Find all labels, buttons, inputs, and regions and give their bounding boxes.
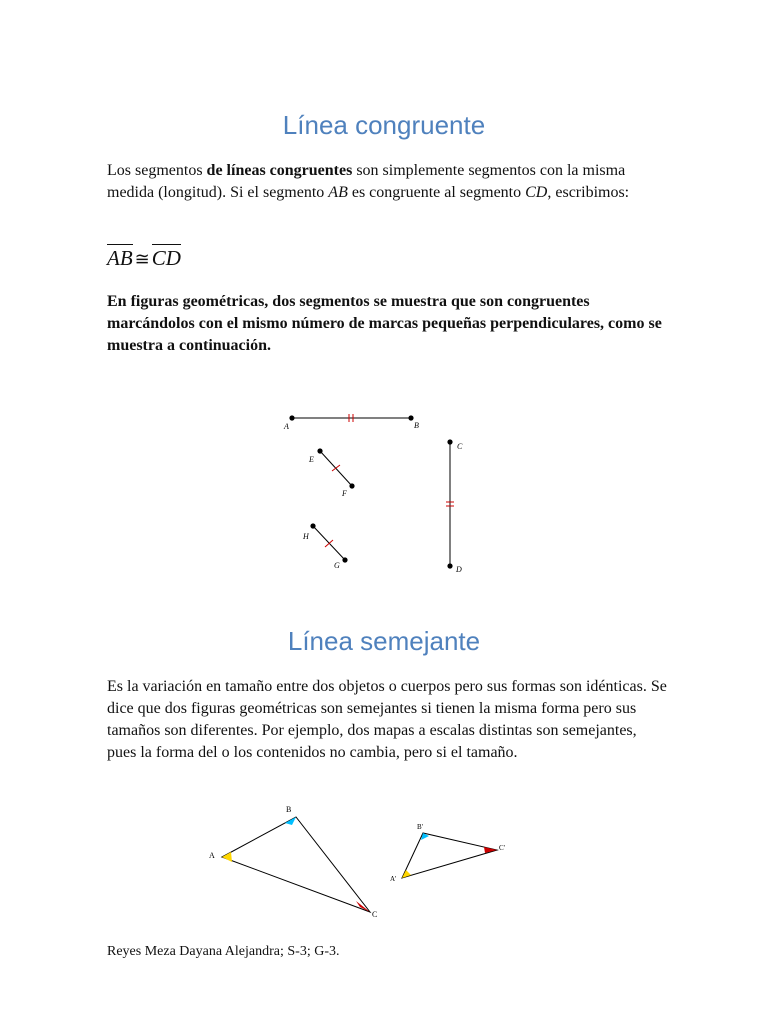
- point-b: [408, 415, 413, 420]
- angle-b-marker: [285, 817, 296, 825]
- point-c: [447, 439, 452, 444]
- label-f: F: [342, 489, 347, 498]
- congruence-formula: [107, 244, 181, 274]
- author-signature: Reyes Meza Dayana Alejandra; S-3; G-3.: [107, 944, 340, 959]
- formula-right-segment: CD: [151, 246, 181, 270]
- segment-cd-label: CD: [525, 184, 548, 201]
- label-e: E: [309, 455, 314, 464]
- point-e: [317, 448, 322, 453]
- paragraph-tick-marks: En figuras geométricas, dos segmentos se muestra que son congruentes marcándolos con el mismo número de marcas pequeñas perpendiculares, como se muestra a continuación.: [107, 293, 662, 354]
- p1-text-3: es congruente al segmento: [347, 184, 526, 201]
- label-big-b: B: [286, 805, 292, 814]
- p1-text-2: son simplemente segmentos con la misma medida (longitud). Si el segmento: [107, 162, 626, 201]
- paragraph-similarity: Es la variación en tamaño entre dos objetos o cuerpos pero sus formas son idénticas. Se dice que dos figuras geométricas son semejantes si tienen la misma forma pero sus tamaños son diferentes. Por ejemplo, dos mapas a escalas distintas son semejantes, pues la forma del o los contenidos no cambia, pero si el tamaño.: [107, 678, 667, 761]
- paragraph-definition: [107, 160, 667, 204]
- heading-linea-semejante: Línea semejante: [287, 626, 481, 656]
- label-small-a: A': [390, 875, 397, 883]
- point-h: [310, 523, 315, 528]
- heading-linea-congruente: Línea congruente: [282, 110, 486, 140]
- triangle-a2b2c2: [402, 833, 497, 878]
- congruent-segments-figure: [270, 405, 470, 580]
- point-d: [447, 563, 452, 568]
- label-small-c: C': [499, 844, 505, 852]
- p1-text-1: Los segmentos: [107, 162, 207, 179]
- similar-triangles-figure: [200, 800, 510, 925]
- point-g: [342, 557, 347, 562]
- angle-a-marker: [222, 852, 232, 862]
- congruent-symbol: ≅: [134, 249, 150, 269]
- label-b: B: [414, 421, 419, 430]
- label-d: D: [456, 565, 462, 574]
- label-small-b: B': [417, 823, 423, 831]
- label-big-c: C: [372, 910, 378, 919]
- point-a: [289, 415, 294, 420]
- p1-bold-term: de líneas congruentes: [206, 162, 353, 179]
- label-h: H: [303, 532, 309, 541]
- formula-left-segment: AB: [107, 246, 133, 270]
- p1-text-4: , escribimos:: [547, 184, 630, 201]
- label-c: C: [457, 442, 463, 451]
- point-f: [349, 483, 354, 488]
- label-big-a: A: [209, 851, 215, 860]
- triangle-abc: [222, 817, 370, 912]
- label-a: A: [284, 422, 289, 431]
- label-g: G: [334, 561, 340, 570]
- segment-ab-label: AB: [328, 184, 348, 201]
